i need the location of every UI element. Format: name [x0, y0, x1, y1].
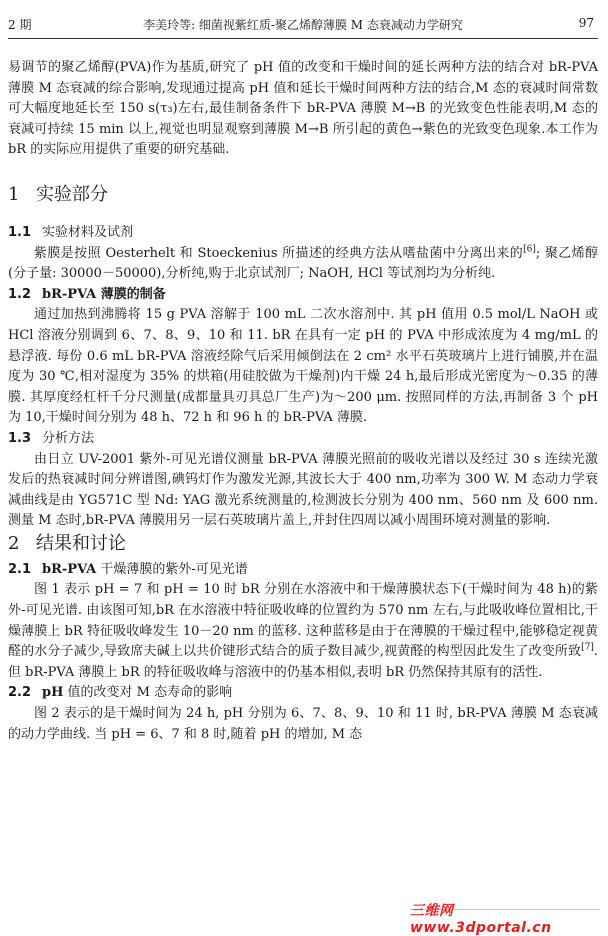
subsection-number: 1.1	[8, 224, 32, 240]
subsection-title: 值的改变对 M 态寿命的影响	[63, 685, 233, 701]
materials-paragraph	[8, 244, 598, 285]
subsection-number: 2.2	[8, 685, 32, 701]
page-number: 97	[578, 16, 594, 30]
subsection-number: 1.3	[8, 430, 32, 446]
article-body	[8, 58, 598, 745]
subsection-title: 实验材料及试剂	[42, 224, 134, 240]
intro-paragraph: 易调节的聚乙烯醇(PVA)作为基质,研究了 pH 值的改变和干燥时间的延长两种方法的结合对 bR-PVA 薄膜 M 态衰减的综合影响,发现通过提高 pH 值和延长干燥时间两种方法的结合,M 态的衰减时间常数可大幅度地延长至 150 s(τ₃)左右,最佳制备条件下 bR-PVA 薄膜 M→B 的光致变色性能表明,M 态的衰减可持续 15 min 以上,视觉也明显观察到薄膜 M→B 所引起的黄色→紫色的光致变色现象.本工作为 bR 的实际应用提供了重要的研究基础.	[8, 60, 598, 158]
subsection-title: bR-PVA 薄膜的制备	[42, 286, 166, 302]
subsection-title: 干燥薄膜的紫外-可见光谱	[96, 561, 248, 577]
watermark-text: 三维网 www.3dportal.cn	[410, 903, 552, 936]
citation-ref: [6]	[523, 244, 536, 255]
subsection-2-2-heading	[8, 683, 598, 704]
section-number: 2	[8, 532, 20, 554]
subsection-1-1-heading	[8, 223, 598, 244]
issue-number: 2 期	[8, 18, 32, 32]
subsection-title-bold: pH	[42, 685, 64, 701]
materials-text: 紫膜是按照 Oesterhelt 和 Stoeckenius 所描述的经典方法从嗜盐菌中分离出来的	[34, 245, 524, 261]
citation-ref: [7]	[581, 642, 594, 653]
section-number: 1	[8, 183, 20, 205]
uv-vis-paragraph	[8, 580, 598, 683]
running-header	[8, 8, 598, 39]
subsection-2-1-heading	[8, 560, 598, 581]
site-watermark	[410, 900, 600, 936]
subsection-title-bold: bR-PVA	[42, 561, 97, 577]
preparation-paragraph: 通过加热到沸腾将 15 g PVA 溶解于 100 mL 二次水溶剂中. 其 pH 值用 0.5 mol/L NaOH 或 HCl 溶液分别调到 6、7、8、9、10 和 11. bR 在具有一定 pH 的 PVA 中形成浓度为 4 mg/mL 的悬浮液. 每份 0.6 mL bR-PVA 溶液经除气后采用倾倒法在 2 cm² 水平石英玻璃片上进行铺膜,并在温度为 30 ℃,相对湿度为 35% 的烘箱(用硅胶做为干燥剂)内干燥 24 h,最后形成光密度为～0.35 的薄膜. 其厚度经杠杆千分尺测量(成都量具刃具总厂生产)为～200 μm. 按照同样的方法,再制备 3 个 pH 为 10,干燥时间分别为 48 h、72 h 和 96 h 的 bR-PVA 薄膜.	[8, 307, 598, 426]
subsection-number: 2.1	[8, 561, 32, 577]
subsection-1-2-heading	[8, 285, 598, 306]
uv-vis-text: 图 1 表示 pH = 7 和 pH = 10 时 bR 分别在水溶液中和干燥薄膜状态下(干燥时间为 48 h)的紫外-可见光谱. 由该图可知,bR 在水溶液中特征吸收峰的位置约为 570 nm 左右,与此吸收峰位置相比,干燥薄膜上 bR 特征吸收峰发生 10－20 nm 的蓝移. 这种蓝移是由于在薄膜的干燥过程中,能够稳定视黄醛的水分子减少,导致席夫碱上以共价键形式结合的质子数目减少,视黄醛的构型因此发生了改变所致	[8, 582, 598, 660]
section-2-heading	[8, 532, 598, 556]
materials-text-cont: ; 聚乙烯醇(分子量: 30000－50000),分析纯,购于北京试剂厂; NaOH, HCl 等试剂均为分析纯.	[8, 245, 598, 282]
subsection-number: 1.2	[8, 286, 32, 302]
ph-effect-paragraph: 图 2 表示的是干燥时间为 24 h, pH 分别为 6、7、8、9、10 和 11 时, bR-PVA 薄膜 M 态衰减的动力学曲线. 当 pH = 6、7 和 8 时,随着 pH 的增加, M 态	[8, 706, 598, 742]
methods-paragraph: 由日立 UV-2001 紫外-可见光谱仪测量 bR-PVA 薄膜光照前的吸收光谱以及经过 30 s 连续光激发后的热衰减时间分辨谱图,碘钨灯作为激发光源,其波长大于 400 nm,功率为 300 W. M 态动力学衰减曲线是由 YG571C 型 Nd: YAG 激光系统测量的,检测波长分别为 400 nm、560 nm 及 600 nm. 测量 M 态时,bR-PVA 薄膜用另一层石英玻璃片盖上,并封住四周以减小周围环境对测量的影响.	[8, 451, 598, 529]
subsection-1-3-heading	[8, 429, 598, 450]
section-title: 结果和讨论	[36, 532, 126, 554]
uv-vis-text-cont: . 但 bR-PVA 薄膜上 bR 的特征吸收峰与溶液中的仍基本相似,表明 bR 仍然保持其原有的活性.	[8, 644, 598, 680]
section-1-heading	[8, 183, 598, 207]
subsection-title: 分析方法	[42, 430, 95, 446]
section-title: 实验部分	[36, 183, 108, 205]
watermark-stroke	[410, 909, 600, 910]
running-title: 李美玲等: 细菌视紫红质-聚乙烯醇薄膜 M 态衰减动力学研究	[143, 18, 463, 32]
